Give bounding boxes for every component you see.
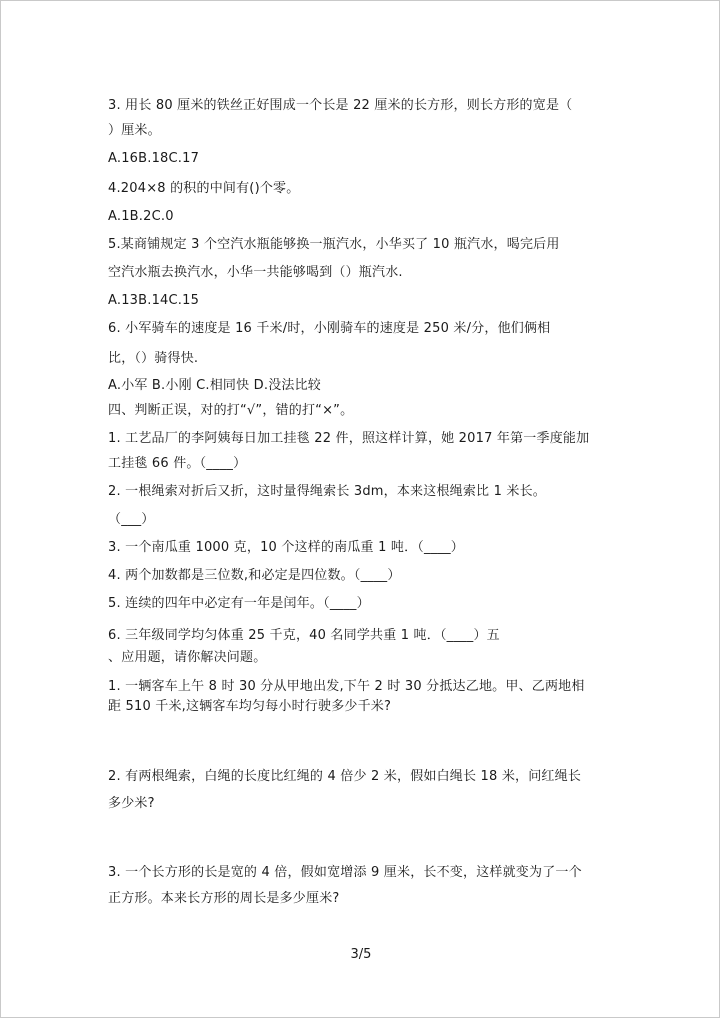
app-3-line-2: 正方形。本来长方形的周长是多少厘米? xyxy=(108,891,340,906)
app-3-line-1: 3. 一个长方形的长是宽的 4 倍，假如宽增添 9 厘米，长不变，这样就变为了一个 xyxy=(108,865,582,880)
app-1-line-2: 距 510 千米,这辆客车均匀每小时行驶多少千米? xyxy=(108,699,392,714)
page-number: 3/5 xyxy=(350,947,372,962)
q6-text-line-1: 6. 小军骑车的速度是 16 千米/时，小刚骑车的速度是 250 米/分，他们俩相 xyxy=(108,321,551,336)
judge-3: 3. 一个南瓜重 1000 克，10 个这样的南瓜重 1 吨．（____） xyxy=(108,540,464,555)
q3-text-line-1: 3. 用长 80 厘米的铁丝正好围成一个长是 22 厘米的长方形，则长方形的宽是（ xyxy=(108,98,573,113)
q3-text-line-2: ）厘米。 xyxy=(108,123,161,138)
section-five-heading: 、应用题，请你解决问题。 xyxy=(108,650,267,665)
q5-options: A.13B.14C.15 xyxy=(108,293,200,308)
q6-options: A.小军 B.小刚 C.相同快 D.没法比较 xyxy=(108,378,321,393)
q3-options: A.16B.18C.17 xyxy=(108,151,200,166)
judge-1-line-1: 1. 工艺品厂的李阿姨每日加工挂毯 22 件，照这样计算，她 2017 年第一季度能加 xyxy=(108,431,590,446)
judge-4: 4. 两个加数都是三位数,和必定是四位数。（____） xyxy=(108,568,401,583)
q5-text-line-1: 5.某商铺规定 3 个空汽水瓶能够换一瓶汽水，小华买了 10 瓶汽水，喝完后用 xyxy=(108,237,560,252)
q4-options: A.1B.2C.0 xyxy=(108,209,174,224)
judge-5: 5. 连续的四年中必定有一年是闰年。（____） xyxy=(108,596,370,611)
app-2-line-1: 2. 有两根绳索，白绳的长度比红绳的 4 倍少 2 米，假如白绳长 18 米，问红绳长 xyxy=(108,769,582,784)
judge-1-line-2: 工挂毯 66 件。（____） xyxy=(108,456,247,471)
q5-text-line-2: 空汽水瓶去换汽水，小华一共能够喝到（）瓶汽水. xyxy=(108,265,403,280)
app-2-line-2: 多少米? xyxy=(108,796,155,811)
judge-2-line-1: 2. 一根绳索对折后又折，这时量得绳索长 3dm，本来这根绳索比 1 米长。 xyxy=(108,484,546,499)
app-1-line-1: 1. 一辆客车上午 8 时 30 分从甲地出发,下午 2 时 30 分抵达乙地。甲、乙两地相 xyxy=(108,679,585,694)
section-four-heading: 四、判断正误，对的打“√”，错的打“×”。 xyxy=(108,403,354,418)
judge-2-line-2: （___） xyxy=(108,512,155,527)
q4-text: 4.204×8 的积的中间有()个零。 xyxy=(108,181,300,196)
q6-text-line-2: 比，（）骑得快. xyxy=(108,351,199,366)
judge-6: 6. 三年级同学均匀体重 25 千克，40 名同学共重 1 吨．（____）五 xyxy=(108,628,500,643)
